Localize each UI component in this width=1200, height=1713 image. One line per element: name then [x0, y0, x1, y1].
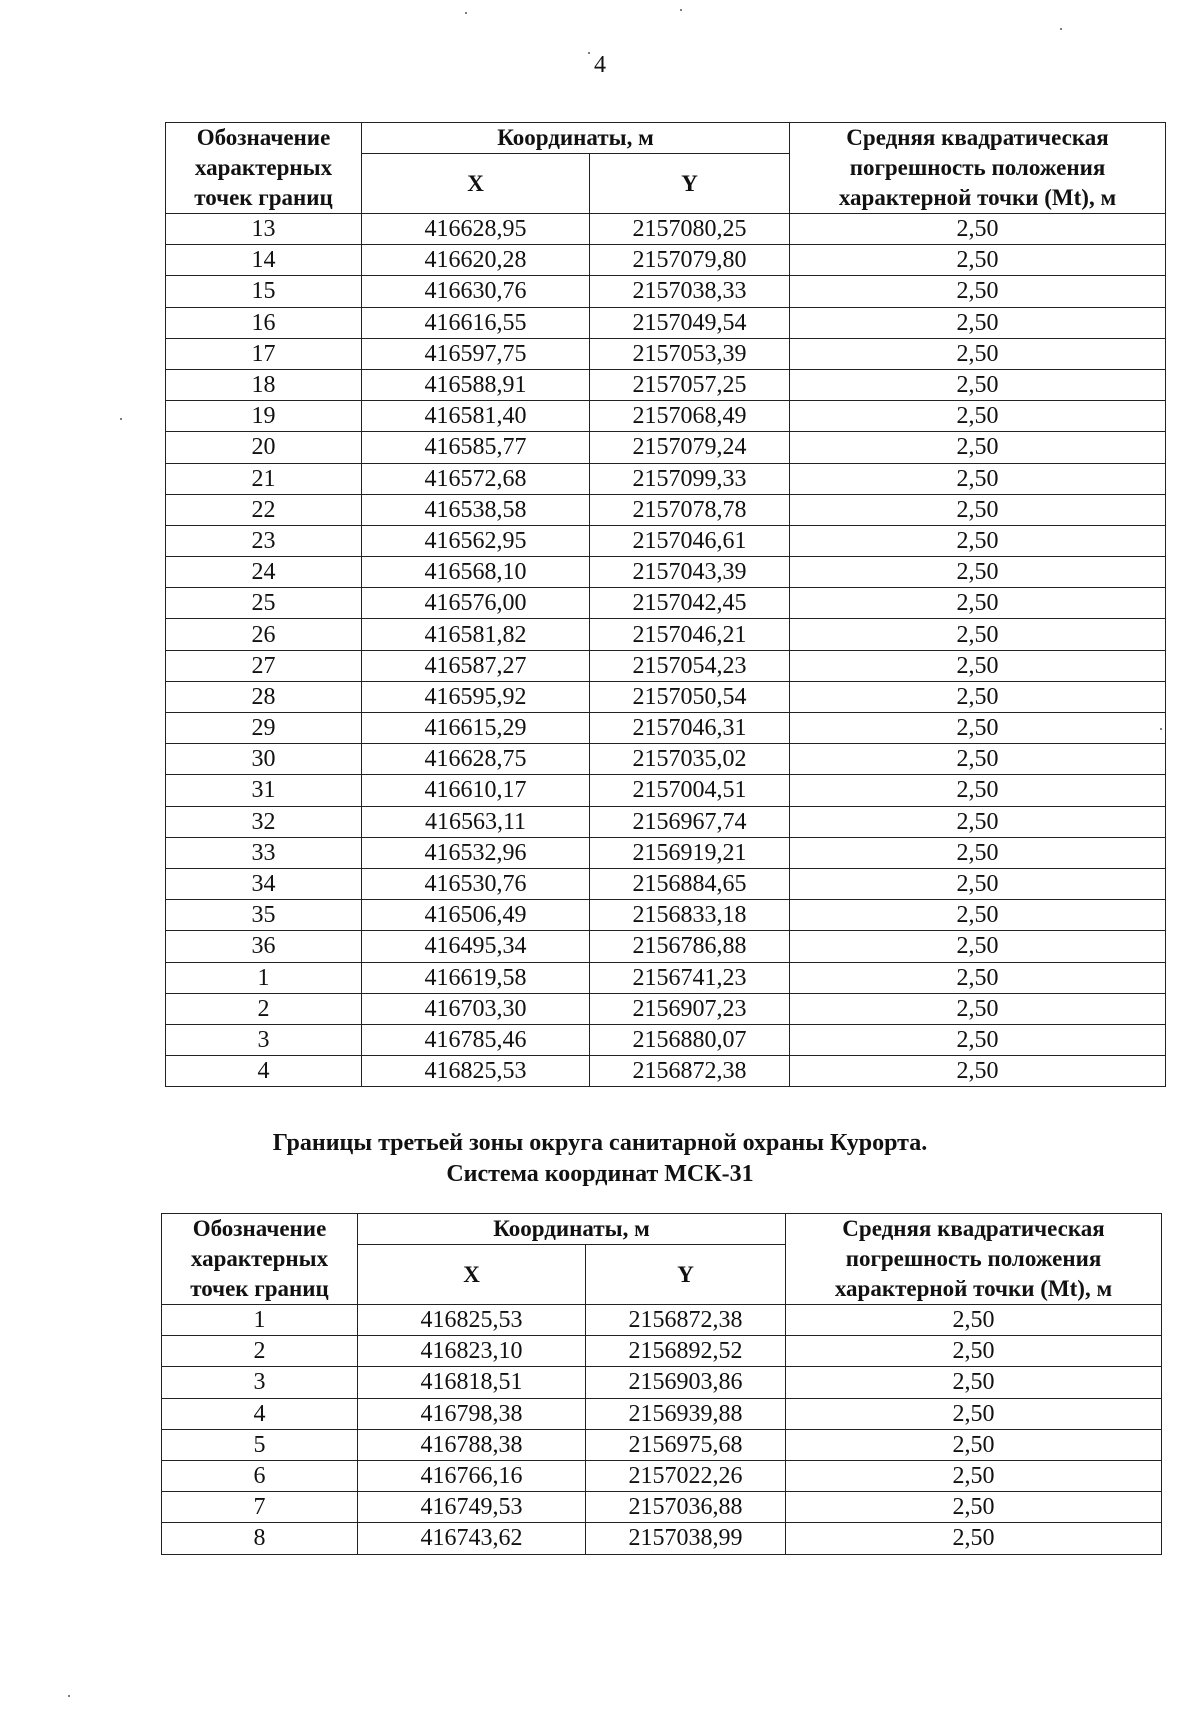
cell-x: 416585,77 — [362, 432, 590, 463]
cell-y: 2157068,49 — [590, 401, 790, 432]
cell-x: 416630,76 — [362, 276, 590, 307]
cell-point-id: 3 — [162, 1367, 358, 1398]
cell-x: 416495,34 — [362, 931, 590, 962]
header-coordinates: Координаты, м — [358, 1214, 786, 1245]
cell-y: 2157080,25 — [590, 214, 790, 245]
cell-y: 2157079,24 — [590, 432, 790, 463]
cell-point-id: 1 — [162, 1305, 358, 1336]
table-row — [166, 1024, 1166, 1055]
cell-y: 2157054,23 — [590, 650, 790, 681]
cell-point-id: 34 — [166, 868, 362, 899]
cell-x: 416766,16 — [358, 1460, 586, 1491]
cell-y: 2156884,65 — [590, 868, 790, 899]
table-row — [166, 432, 1166, 463]
cell-x: 416532,96 — [362, 837, 590, 868]
cell-y: 2157022,26 — [586, 1460, 786, 1491]
coordinates-table-1 — [165, 122, 1166, 1087]
cell-mt: 2,50 — [790, 681, 1166, 712]
cell-x: 416785,46 — [362, 1024, 590, 1055]
table-row — [166, 681, 1166, 712]
cell-point-id: 2 — [162, 1336, 358, 1367]
cell-y: 2157046,21 — [590, 619, 790, 650]
cell-x: 416538,58 — [362, 494, 590, 525]
cell-mt: 2,50 — [790, 307, 1166, 338]
cell-x: 416616,55 — [362, 307, 590, 338]
table-row — [162, 1492, 1162, 1523]
cell-mt: 2,50 — [790, 650, 1166, 681]
cell-x: 416798,38 — [358, 1398, 586, 1429]
cell-mt: 2,50 — [790, 276, 1166, 307]
cell-y: 2156919,21 — [590, 837, 790, 868]
scan-speck — [465, 12, 467, 14]
table-row — [166, 463, 1166, 494]
cell-point-id: 8 — [162, 1523, 358, 1554]
table-row — [166, 557, 1166, 588]
cell-y: 2157079,80 — [590, 245, 790, 276]
table-row — [166, 369, 1166, 400]
table-row — [166, 588, 1166, 619]
cell-x: 416572,68 — [362, 463, 590, 494]
table-row — [162, 1398, 1162, 1429]
cell-mt: 2,50 — [790, 868, 1166, 899]
cell-point-id: 24 — [166, 557, 362, 588]
cell-x: 416506,49 — [362, 900, 590, 931]
page-number: 4 — [594, 52, 606, 78]
cell-y: 2156872,38 — [586, 1305, 786, 1336]
cell-y: 2156880,07 — [590, 1024, 790, 1055]
cell-y: 2156975,68 — [586, 1429, 786, 1460]
cell-mt: 2,50 — [790, 806, 1166, 837]
cell-mt: 2,50 — [790, 900, 1166, 931]
cell-point-id: 13 — [166, 214, 362, 245]
cell-point-id: 25 — [166, 588, 362, 619]
cell-x: 416788,38 — [358, 1429, 586, 1460]
header-coordinates: Координаты, м — [362, 123, 790, 154]
cell-y: 2156892,52 — [586, 1336, 786, 1367]
table-row — [162, 1523, 1162, 1554]
cell-point-id: 36 — [166, 931, 362, 962]
cell-point-id: 27 — [166, 650, 362, 681]
cell-x: 416628,95 — [362, 214, 590, 245]
table-row — [162, 1460, 1162, 1491]
scan-speck — [1060, 28, 1062, 30]
cell-point-id: 29 — [166, 713, 362, 744]
cell-y: 2156939,88 — [586, 1398, 786, 1429]
header-y: Y — [590, 154, 790, 214]
cell-mt: 2,50 — [790, 775, 1166, 806]
table-row — [166, 338, 1166, 369]
cell-y: 2157050,54 — [590, 681, 790, 712]
cell-point-id: 33 — [166, 837, 362, 868]
table-row — [166, 868, 1166, 899]
table-row — [166, 307, 1166, 338]
cell-point-id: 21 — [166, 463, 362, 494]
cell-x: 416581,40 — [362, 401, 590, 432]
cell-x: 416562,95 — [362, 525, 590, 556]
table-row — [166, 993, 1166, 1024]
cell-y: 2156741,23 — [590, 962, 790, 993]
cell-point-id: 31 — [166, 775, 362, 806]
cell-x: 416576,00 — [362, 588, 590, 619]
cell-point-id: 26 — [166, 619, 362, 650]
cell-y: 2156967,74 — [590, 806, 790, 837]
cell-y: 2157046,61 — [590, 525, 790, 556]
cell-mt: 2,50 — [790, 588, 1166, 619]
cell-mt: 2,50 — [786, 1398, 1162, 1429]
cell-mt: 2,50 — [790, 619, 1166, 650]
cell-point-id: 35 — [166, 900, 362, 931]
table-row — [166, 837, 1166, 868]
cell-point-id: 4 — [166, 1056, 362, 1087]
table-row — [166, 962, 1166, 993]
table-row — [166, 900, 1166, 931]
cell-y: 2156872,38 — [590, 1056, 790, 1087]
cell-x: 416743,62 — [358, 1523, 586, 1554]
cell-y: 2157036,88 — [586, 1492, 786, 1523]
cell-mt: 2,50 — [790, 962, 1166, 993]
cell-y: 2157004,51 — [590, 775, 790, 806]
cell-y: 2157043,39 — [590, 557, 790, 588]
cell-mt: 2,50 — [790, 837, 1166, 868]
cell-y: 2157035,02 — [590, 744, 790, 775]
cell-point-id: 6 — [162, 1460, 358, 1491]
scan-speck — [588, 52, 590, 54]
cell-point-id: 2 — [166, 993, 362, 1024]
cell-y: 2157099,33 — [590, 463, 790, 494]
cell-mt: 2,50 — [786, 1492, 1162, 1523]
table-row — [166, 650, 1166, 681]
cell-mt: 2,50 — [786, 1336, 1162, 1367]
cell-mt: 2,50 — [786, 1523, 1162, 1554]
cell-point-id: 18 — [166, 369, 362, 400]
header-y: Y — [586, 1245, 786, 1305]
cell-point-id: 32 — [166, 806, 362, 837]
header-x: X — [358, 1245, 586, 1305]
table-row — [166, 713, 1166, 744]
cell-mt: 2,50 — [790, 1024, 1166, 1055]
cell-x: 416615,29 — [362, 713, 590, 744]
cell-x: 416749,53 — [358, 1492, 586, 1523]
table-row — [166, 619, 1166, 650]
cell-y: 2156833,18 — [590, 900, 790, 931]
cell-x: 416628,75 — [362, 744, 590, 775]
cell-x: 416597,75 — [362, 338, 590, 369]
cell-x: 416818,51 — [358, 1367, 586, 1398]
cell-x: 416568,10 — [362, 557, 590, 588]
cell-y: 2157078,78 — [590, 494, 790, 525]
cell-mt: 2,50 — [786, 1305, 1162, 1336]
header-mean-square-error: Средняя квадратическая погрешность положения характерной точки (Mt), м — [790, 123, 1166, 214]
cell-mt: 2,50 — [790, 401, 1166, 432]
header-mean-square-error: Средняя квадратическая погрешность положения характерной точки (Mt), м — [786, 1214, 1162, 1305]
cell-mt: 2,50 — [790, 744, 1166, 775]
cell-point-id: 15 — [166, 276, 362, 307]
cell-mt: 2,50 — [786, 1460, 1162, 1491]
header-point-designation: Обозначение характерных точек границ — [162, 1214, 358, 1305]
cell-mt: 2,50 — [790, 525, 1166, 556]
table-row — [162, 1367, 1162, 1398]
cell-x: 416825,53 — [362, 1056, 590, 1087]
cell-y: 2157053,39 — [590, 338, 790, 369]
cell-mt: 2,50 — [790, 713, 1166, 744]
table-row — [166, 525, 1166, 556]
cell-mt: 2,50 — [790, 338, 1166, 369]
cell-x: 416587,27 — [362, 650, 590, 681]
section-title-line-2: Система координат МСК-31 — [446, 1161, 754, 1187]
table-row — [166, 1056, 1166, 1087]
cell-y: 2157038,99 — [586, 1523, 786, 1554]
cell-point-id: 23 — [166, 525, 362, 556]
table-row — [166, 214, 1166, 245]
cell-x: 416823,10 — [358, 1336, 586, 1367]
cell-point-id: 20 — [166, 432, 362, 463]
cell-point-id: 22 — [166, 494, 362, 525]
cell-point-id: 30 — [166, 744, 362, 775]
cell-y: 2156907,23 — [590, 993, 790, 1024]
table-row — [162, 1429, 1162, 1460]
cell-x: 416581,82 — [362, 619, 590, 650]
cell-y: 2156903,86 — [586, 1367, 786, 1398]
scan-speck — [120, 418, 122, 420]
cell-point-id: 3 — [166, 1024, 362, 1055]
table-row — [166, 494, 1166, 525]
cell-x: 416588,91 — [362, 369, 590, 400]
cell-x: 416620,28 — [362, 245, 590, 276]
cell-x: 416610,17 — [362, 775, 590, 806]
cell-point-id: 1 — [166, 962, 362, 993]
cell-y: 2157038,33 — [590, 276, 790, 307]
cell-point-id: 4 — [162, 1398, 358, 1429]
cell-y: 2157049,54 — [590, 307, 790, 338]
cell-mt: 2,50 — [790, 931, 1166, 962]
cell-mt: 2,50 — [790, 463, 1166, 494]
table-row — [166, 401, 1166, 432]
cell-point-id: 16 — [166, 307, 362, 338]
scan-speck — [680, 9, 682, 11]
cell-mt: 2,50 — [790, 214, 1166, 245]
table-row — [166, 931, 1166, 962]
table-row — [162, 1305, 1162, 1336]
cell-x: 416825,53 — [358, 1305, 586, 1336]
cell-x: 416595,92 — [362, 681, 590, 712]
cell-x: 416619,58 — [362, 962, 590, 993]
cell-y: 2157042,45 — [590, 588, 790, 619]
cell-mt: 2,50 — [786, 1367, 1162, 1398]
table-row — [166, 276, 1166, 307]
cell-mt: 2,50 — [790, 494, 1166, 525]
cell-x: 416703,30 — [362, 993, 590, 1024]
cell-point-id: 14 — [166, 245, 362, 276]
cell-mt: 2,50 — [786, 1429, 1162, 1460]
cell-mt: 2,50 — [790, 432, 1166, 463]
cell-y: 2157046,31 — [590, 713, 790, 744]
table-row — [166, 744, 1166, 775]
cell-mt: 2,50 — [790, 245, 1166, 276]
cell-mt: 2,50 — [790, 1056, 1166, 1087]
coordinates-table-2 — [161, 1213, 1162, 1555]
cell-x: 416530,76 — [362, 868, 590, 899]
table-row — [166, 806, 1166, 837]
scan-speck — [1160, 728, 1162, 730]
section-title-line-1: Границы третьей зоны округа санитарной охраны Курорта. — [272, 1130, 928, 1156]
cell-point-id: 5 — [162, 1429, 358, 1460]
header-x: X — [362, 154, 590, 214]
cell-x: 416563,11 — [362, 806, 590, 837]
cell-y: 2156786,88 — [590, 931, 790, 962]
table-row — [166, 775, 1166, 806]
header-point-designation: Обозначение характерных точек границ — [166, 123, 362, 214]
cell-point-id: 17 — [166, 338, 362, 369]
cell-y: 2157057,25 — [590, 369, 790, 400]
table-row — [162, 1336, 1162, 1367]
cell-point-id: 7 — [162, 1492, 358, 1523]
cell-point-id: 19 — [166, 401, 362, 432]
table-row — [166, 245, 1166, 276]
scan-speck — [68, 1695, 70, 1697]
cell-point-id: 28 — [166, 681, 362, 712]
cell-mt: 2,50 — [790, 369, 1166, 400]
cell-mt: 2,50 — [790, 993, 1166, 1024]
cell-mt: 2,50 — [790, 557, 1166, 588]
